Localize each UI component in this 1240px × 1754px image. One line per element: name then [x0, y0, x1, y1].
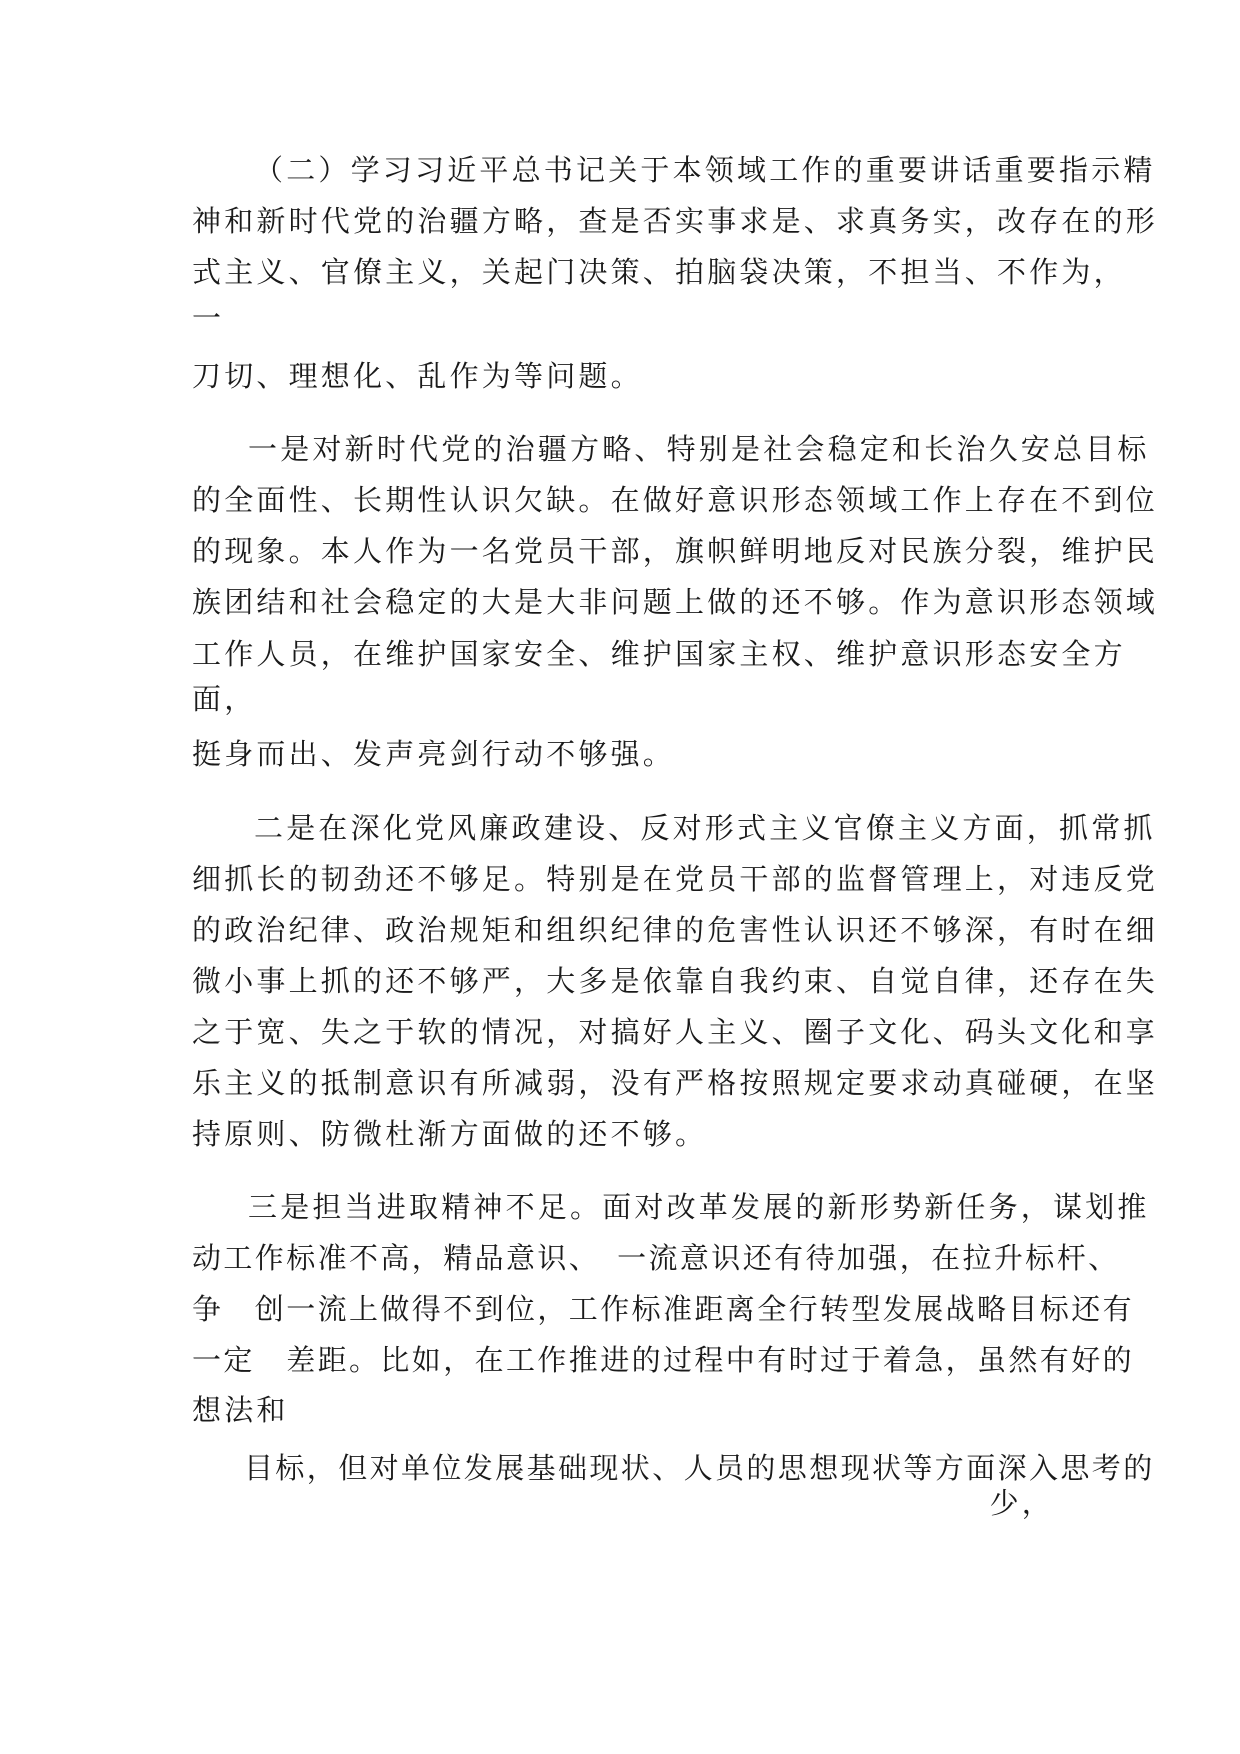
text-line: 细抓长的韧劲还不够足。特别是在党员干部的监督管理上，对违反党: [192, 862, 1159, 896]
text-line: 族团结和社会稳定的大是大非问题上做的还不够。作为意识形态领域: [192, 585, 1159, 619]
text-line: 三是担当进取精神不足。面对改革发展的新形势新任务，谋划推: [248, 1190, 1150, 1224]
text-line: 一是对新时代党的治疆方略、特别是社会稳定和长治久安总目标: [248, 432, 1150, 466]
text-line: 神和新时代党的治疆方略，查是否实事求是、求真务实，改存在的形: [192, 204, 1159, 238]
text-line: 式主义、官僚主义，关起门决策、拍脑袋决策，不担当、不作为，: [192, 255, 1126, 289]
text-line: 一: [192, 301, 225, 335]
text-line: 争 创一流上做得不到位，工作标准距离全行转型发展战略目标还有: [192, 1292, 1135, 1326]
text-line: 的现象。本人作为一名党员干部，旗帜鲜明地反对民族分裂，维护民: [192, 534, 1159, 568]
text-line: 工作人员，在维护国家安全、维护国家主权、维护意识形态安全方: [192, 637, 1126, 671]
text-line: 一定 差距。比如，在工作推进的过程中有时过于着急，虽然有好的: [192, 1343, 1135, 1377]
text-line: 动工作标准不高，精品意识、 一流意识还有待加强，在拉升标杆、: [192, 1241, 1120, 1275]
text-line: 持原则、防微杜渐方面做的还不够。: [192, 1117, 708, 1151]
text-line: 微小事上抓的还不够严，大多是依靠自我约束、自觉自律，还存在失: [192, 964, 1159, 998]
text-line: 目标，但对单位发展基础现状、人员的思想现状等方面深入思考的: [244, 1451, 1155, 1485]
text-line: 面，: [192, 682, 257, 716]
text-line: 刀切、理想化、乱作为等问题。: [192, 359, 643, 393]
text-line: 挺身而出、发声亮剑行动不够强。: [192, 737, 676, 771]
text-line: 的全面性、长期性认识欠缺。在做好意识形态领域工作上存在不到位: [192, 483, 1159, 517]
text-line: 少，: [989, 1486, 1054, 1520]
text-line: 想法和: [192, 1393, 289, 1427]
text-line: 乐主义的抵制意识有所减弱，没有严格按照规定要求动真碰硬，在坚: [192, 1066, 1159, 1100]
text-line: （二）学习习近平总书记关于本领域工作的重要讲话重要指示精: [254, 153, 1156, 187]
text-line: 之于宽、失之于软的情况，对搞好人主义、圈子文化、码头文化和享: [192, 1015, 1159, 1049]
text-line: 二是在深化党风廉政建设、反对形式主义官僚主义方面，抓常抓: [254, 811, 1156, 845]
text-line: 的政治纪律、政治规矩和组织纪律的危害性认识还不够深，有时在细: [192, 913, 1159, 947]
